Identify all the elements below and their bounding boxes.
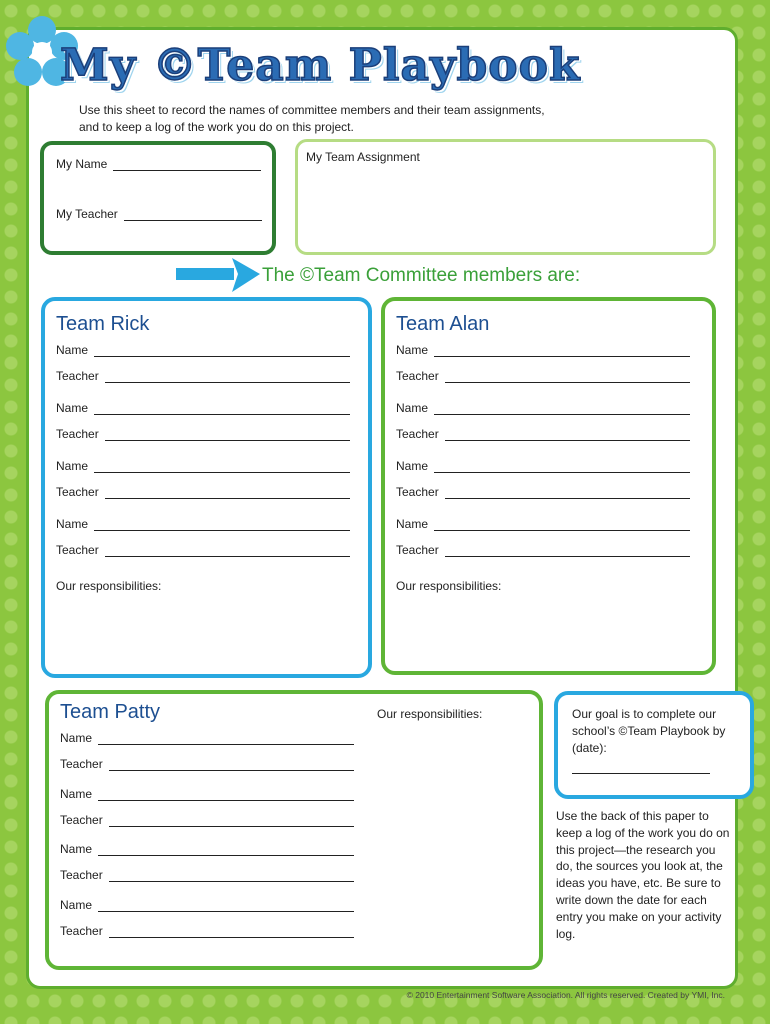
- field-line: [94, 519, 350, 531]
- team-assignment-label: My Team Assignment: [306, 150, 420, 164]
- team-patty-name-field[interactable]: [60, 898, 354, 912]
- field-line: [98, 733, 354, 745]
- field-label: Name: [396, 459, 429, 473]
- field-label: Name: [396, 517, 429, 531]
- team-patty-name-field[interactable]: [60, 842, 354, 856]
- field-label: Teacher: [56, 427, 99, 441]
- field-label: Name: [60, 786, 93, 801]
- team-alan-name-field[interactable]: [396, 343, 690, 357]
- team-patty-responsibilities-label: Our responsibilities:: [377, 707, 483, 721]
- team-patty-teacher-field[interactable]: [60, 868, 354, 882]
- field-label: Teacher: [60, 812, 103, 827]
- field-label: Name: [60, 897, 93, 912]
- team-assignment-box[interactable]: [295, 139, 716, 255]
- field-line: [445, 371, 690, 383]
- goal-box: [554, 691, 754, 799]
- field-line: [94, 345, 350, 357]
- field-label: Teacher: [60, 868, 103, 882]
- field-label: Name: [56, 401, 89, 415]
- field-line: [445, 487, 690, 499]
- field-label: Name: [56, 459, 89, 473]
- field-line: [109, 926, 354, 938]
- team-alan-name-field[interactable]: [396, 517, 690, 531]
- team-patty-name-field[interactable]: [60, 731, 354, 745]
- field-line: [105, 371, 350, 383]
- field-line: [105, 487, 350, 499]
- field-line: [434, 345, 690, 357]
- field-label: Name: [56, 517, 89, 531]
- team-patty-teacher-field[interactable]: [60, 813, 354, 827]
- team-rick-name-field[interactable]: [56, 343, 350, 357]
- my-teacher-field[interactable]: [56, 207, 262, 221]
- field-label: Teacher: [396, 369, 439, 383]
- page-title: My ©Team Playbook: [60, 40, 581, 91]
- field-line: [94, 461, 350, 473]
- field-line: [109, 870, 354, 882]
- committee-members-heading: The ©Team Committee members are:: [262, 265, 581, 286]
- personal-info-box: [40, 141, 276, 255]
- field-label: Name: [60, 731, 93, 745]
- field-label: Teacher: [396, 543, 439, 557]
- team-rick-responsibilities-label: Our responsibilities:: [56, 579, 162, 593]
- team-rick-teacher-field[interactable]: [56, 543, 350, 557]
- activity-log-note: Use the back of this paper to keep a log of the work you do on this project—the research you do, the sources you look at, the ideas you have, etc. Be sure to write down the date for each entry you make on your activity log.: [556, 809, 730, 941]
- field-line: [445, 545, 690, 557]
- team-rick-title: Team Rick: [56, 313, 150, 335]
- team-patty-teacher-field[interactable]: [60, 757, 354, 771]
- field-label: Name: [396, 343, 429, 357]
- field-line: [105, 429, 350, 441]
- team-patty-box: [45, 690, 543, 970]
- team-rick-name-field[interactable]: [56, 401, 350, 415]
- field-label: Name: [396, 401, 429, 415]
- team-alan-name-field[interactable]: [396, 401, 690, 415]
- goal-text: Our goal is to complete our school’s ©Team Playbook by (date):: [572, 707, 726, 755]
- team-alan-title: Team Alan: [396, 313, 490, 335]
- team-patty-title: Team Patty: [60, 701, 161, 723]
- my-name-label: My Name: [56, 157, 108, 171]
- team-alan-teacher-field[interactable]: [396, 427, 690, 441]
- copyright-notice: © 2010 Entertainment Software Association. All rights reserved. Created by YMI, Inc.: [406, 990, 725, 1000]
- field-line: [109, 759, 354, 771]
- field-line: [434, 403, 690, 415]
- field-line: [434, 519, 690, 531]
- team-rick-box: [41, 297, 372, 678]
- team-rick-teacher-field[interactable]: [56, 485, 350, 499]
- my-teacher-line: [124, 209, 262, 221]
- field-line: [109, 815, 354, 827]
- field-label: Name: [56, 343, 89, 357]
- field-label: Teacher: [396, 427, 439, 441]
- team-alan-teacher-field[interactable]: [396, 543, 690, 557]
- team-rick-teacher-field[interactable]: [56, 427, 350, 441]
- goal-date-line[interactable]: [572, 773, 710, 774]
- team-rick-name-field[interactable]: [56, 459, 350, 473]
- my-name-field[interactable]: [56, 157, 261, 171]
- field-label: Teacher: [396, 485, 439, 499]
- team-alan-name-field[interactable]: [396, 459, 690, 473]
- team-alan-box: [381, 297, 716, 675]
- team-rick-teacher-field[interactable]: [56, 369, 350, 383]
- intro-text: Use this sheet to record the names of committee members and their team assignments, and to keep a log of the work you do on this project.: [79, 103, 545, 134]
- arrow-right-icon: [176, 256, 260, 296]
- team-patty-teacher-field[interactable]: [60, 924, 354, 938]
- field-line: [94, 403, 350, 415]
- team-alan-teacher-field[interactable]: [396, 369, 690, 383]
- my-name-line: [113, 159, 261, 171]
- field-label: Name: [60, 842, 93, 856]
- field-label: Teacher: [60, 923, 103, 938]
- field-line: [445, 429, 690, 441]
- field-line: [98, 900, 354, 912]
- field-label: Teacher: [56, 369, 99, 383]
- field-line: [105, 545, 350, 557]
- team-alan-teacher-field[interactable]: [396, 485, 690, 499]
- my-teacher-label: My Teacher: [56, 207, 118, 221]
- field-label: Teacher: [56, 485, 99, 499]
- field-label: Teacher: [60, 757, 103, 771]
- team-rick-name-field[interactable]: [56, 517, 350, 531]
- field-line: [98, 789, 354, 801]
- field-label: Teacher: [56, 543, 99, 557]
- team-alan-responsibilities-label: Our responsibilities:: [396, 579, 502, 593]
- field-line: [98, 844, 354, 856]
- team-patty-name-field[interactable]: [60, 787, 354, 801]
- field-line: [434, 461, 690, 473]
